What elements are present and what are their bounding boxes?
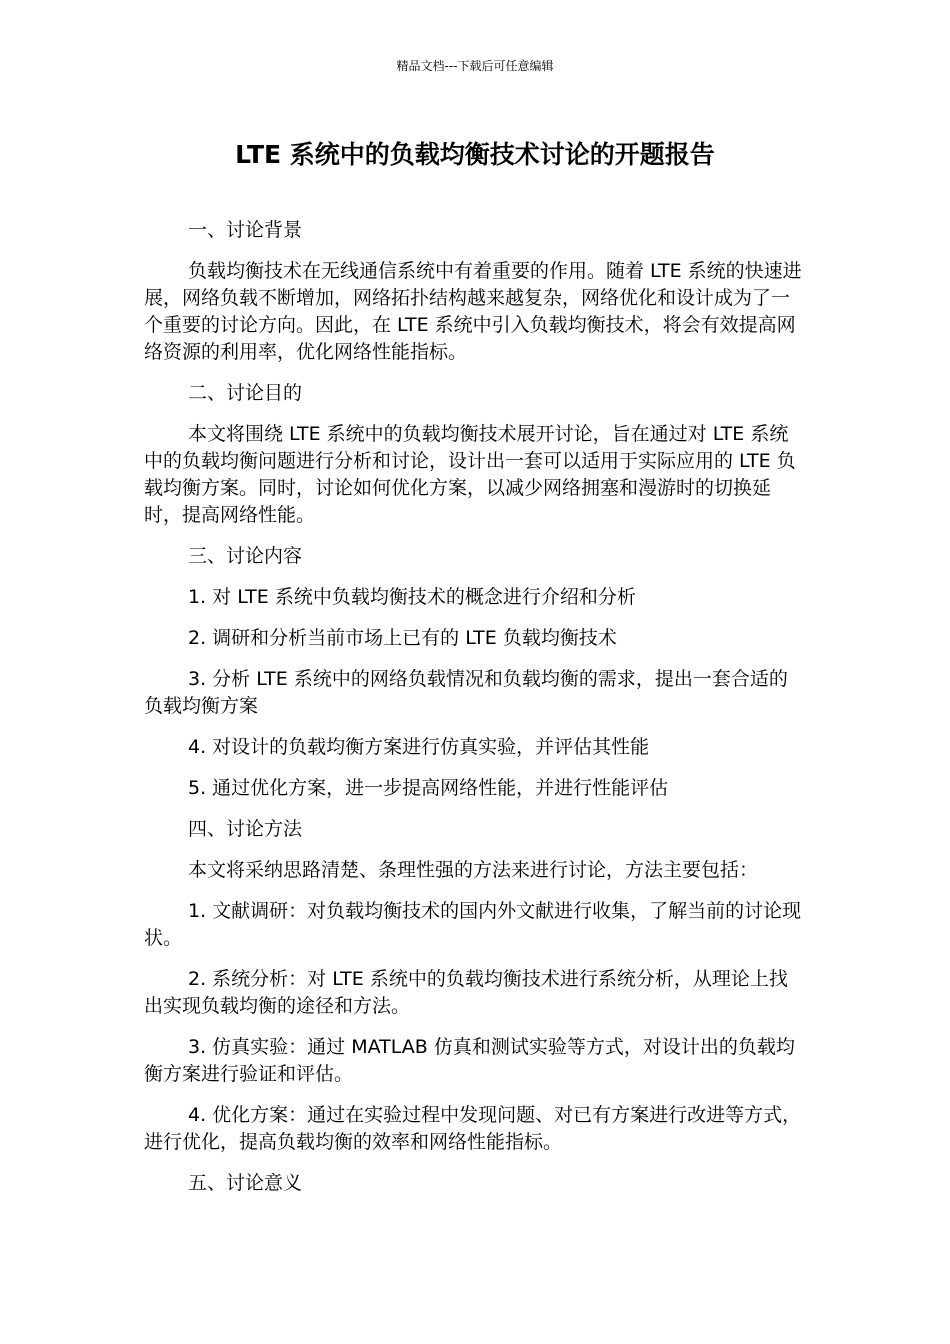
section-heading-purpose: 二、讨论目的 bbox=[188, 382, 303, 404]
document-body bbox=[144, 217, 806, 1211]
content-item-5: 5. 通过优化方案，进一步提高网络性能，并进行性能评估 bbox=[188, 777, 669, 799]
method-item-4: 4. 优化方案：通过在实验过程中发现问题、对已有方案进行改进等方式，进行优化，提高负载均衡的效率和网络性能指标。 bbox=[144, 1104, 802, 1153]
method-item-1: 1. 文献调研：对负载均衡技术的国内外文献进行收集，了解当前的讨论现状。 bbox=[144, 900, 802, 949]
content-item-3: 3. 分析 LTE 系统中的网络负载情况和负载均衡的需求，提出一套合适的负载均衡方案 bbox=[144, 668, 788, 717]
document-title: LTE 系统中的负载均衡技术讨论的开题报告 bbox=[235, 140, 715, 169]
method-item-3: 3. 仿真实验：通过 MATLAB 仿真和测试实验等方式，对设计出的负载均衡方案进行验证和评估。 bbox=[144, 1036, 795, 1085]
page-header: 精品文档---下载后可任意编辑 bbox=[396, 59, 554, 73]
section-heading-significance: 五、讨论意义 bbox=[188, 1172, 303, 1194]
paragraph-background: 负载均衡技术在无线通信系统中有着重要的作用。随着 LTE 系统的快速进展，网络负载不断增加，网络拓扑结构越来越复杂，网络优化和设计成为了一个重要的讨论方向。因此，在 LTE 系统中引入负载均衡技术，将会有效提高网络资源的利用率，优化网络性能指标。 bbox=[144, 260, 802, 363]
content-item-1: 1. 对 LTE 系统中负载均衡技术的概念进行介绍和分析 bbox=[188, 586, 636, 608]
method-item-2: 2. 系统分析：对 LTE 系统中的负载均衡技术进行系统分析，从理论上找出实现负载均衡的途径和方法。 bbox=[144, 968, 788, 1017]
paragraph-method-intro: 本文将采纳思路清楚、条理性强的方法来进行讨论，方法主要包括： bbox=[188, 859, 759, 881]
section-heading-background: 一、讨论背景 bbox=[188, 219, 303, 241]
section-heading-content: 三、讨论内容 bbox=[188, 545, 303, 567]
content-item-4: 4. 对设计的负载均衡方案进行仿真实验，并评估其性能 bbox=[188, 736, 650, 758]
content-item-2: 2. 调研和分析当前市场上已有的 LTE 负载均衡技术 bbox=[188, 627, 617, 649]
paragraph-purpose: 本文将围绕 LTE 系统中的负载均衡技术展开讨论，旨在通过对 LTE 系统中的负载均衡问题进行分析和讨论，设计出一套可以适用于实际应用的 LTE 负载均衡方案。同时，讨论如何优化方案，以减少网络拥塞和漫游时的切换延时，提高网络性能。 bbox=[144, 423, 796, 526]
section-heading-method: 四、讨论方法 bbox=[188, 818, 303, 840]
